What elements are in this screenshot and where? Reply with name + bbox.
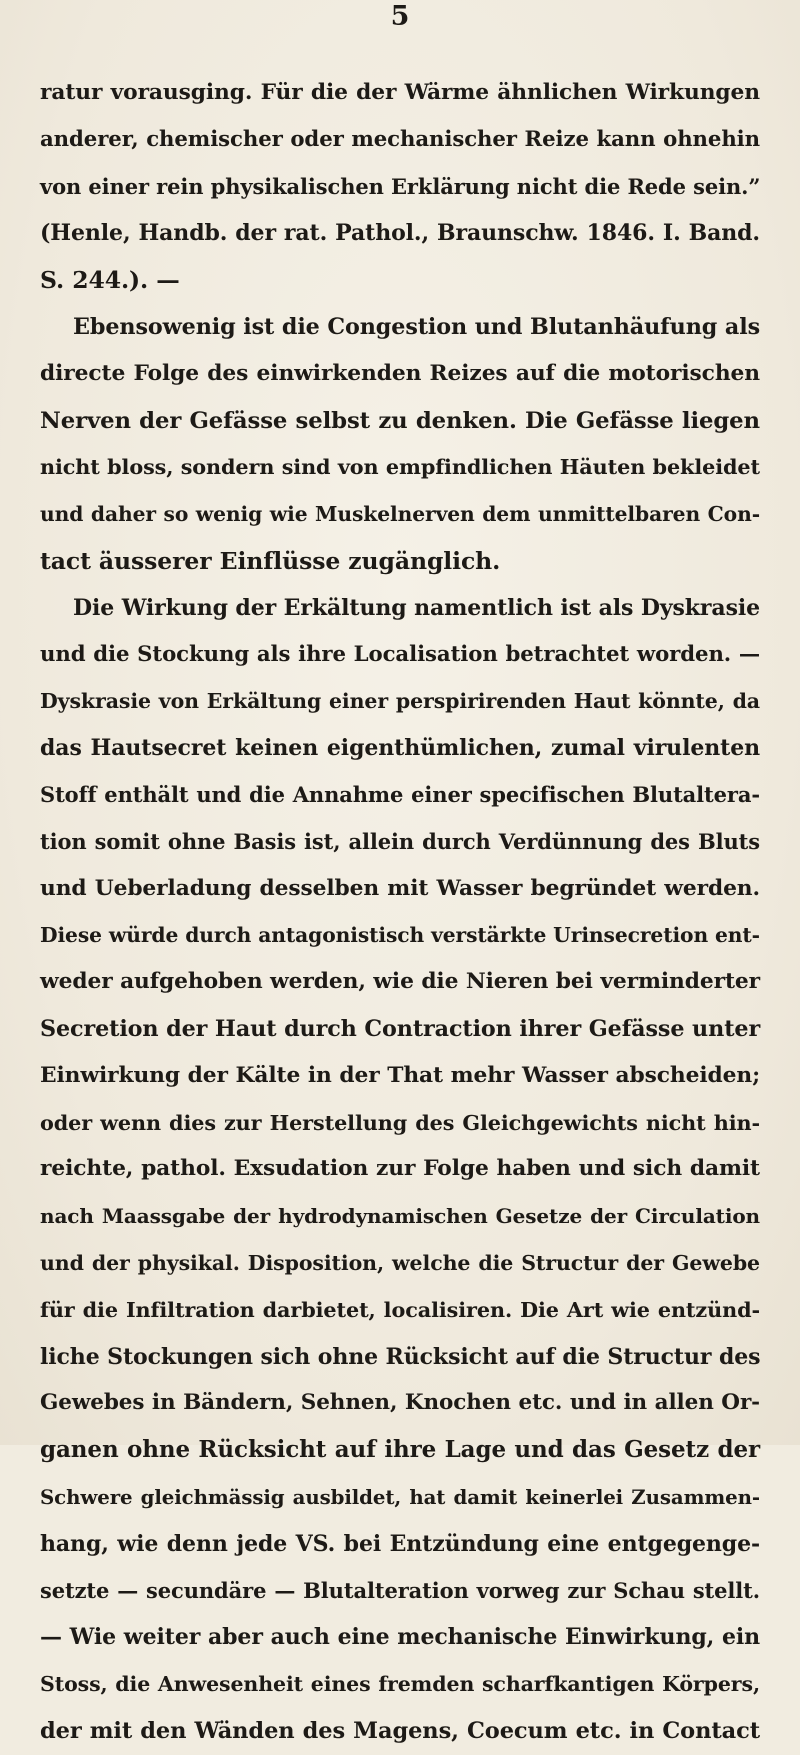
text-line: setzte — secundäre — Blutalteration vorweg zur Schau stellt. xyxy=(40,1577,760,1603)
text-line: directe Folge des einwirkenden Reizes auf die motorischen xyxy=(40,360,760,386)
text-line: anderer, chemischer oder mechanischer Reize kann ohnehin xyxy=(40,126,760,152)
text-line: — Wie weiter aber auch eine mechanische Einwirkung, ein xyxy=(40,1624,760,1651)
text-line: tion somit ohne Basis ist, allein durch Verdünnung des Bluts xyxy=(40,828,760,854)
text-line: Stoss, die Anwesenheit eines fremden scharfkantigen Körpers, xyxy=(40,1672,760,1697)
text-line: und daher so wenig wie Muskelnerven dem unmittelbaren Con- xyxy=(40,502,760,527)
text-line: Schwere gleichmässig ausbildet, hat damit keinerlei Zusammen- xyxy=(40,1484,760,1509)
text-line: von einer rein physikalischen Erklärung nicht die Rede sein.” xyxy=(40,173,761,199)
text-line: nicht bloss, sondern sind von empfindlichen Häuten bekleidet xyxy=(40,455,760,480)
text-line: nach Maassgabe der hydrodynamischen Gesetze der Circulation xyxy=(40,1204,760,1229)
text-line: Diese würde durch antagonistisch verstärkte Urinsecretion ent- xyxy=(40,923,760,948)
text-line: Die Wirkung der Erkältung namentlich ist als Dyskrasie xyxy=(73,594,761,621)
text-line: der mit den Wänden des Magens, Coecum etc. in Contact xyxy=(40,1717,760,1744)
text-line: ganen ohne Rücksicht auf ihre Lage und das Gesetz der xyxy=(40,1436,760,1464)
text-line: Secretion der Haut durch Contraction ihrer Gefässe unter xyxy=(40,1015,761,1042)
text-line: für die Infiltration darbietet, localisiren. Die Art wie entzünd- xyxy=(40,1297,760,1322)
body-text xyxy=(40,70,760,1755)
text-line: oder wenn dies zur Herstellung des Gleichgewichts nicht hin- xyxy=(40,1110,760,1135)
text-line: tact äusserer Einflüsse zugänglich. xyxy=(40,546,501,575)
text-line: das Hautsecret keinen eigenthümlichen, zumal virulenten xyxy=(40,735,760,762)
text-line: reichte, pathol. Exsudation zur Folge haben und sich damit xyxy=(40,1156,760,1182)
text-line: S. 244.). — xyxy=(40,266,180,295)
text-line: und Ueberladung desselben mit Wasser begründet werden. xyxy=(40,875,760,901)
page-number: 5 xyxy=(390,1,410,32)
text-line: Stoff enthält und die Annahme einer specifischen Blutaltera- xyxy=(40,781,760,807)
text-line: und der physikal. Disposition, welche die Structur der Gewebe xyxy=(40,1250,760,1275)
text-line: Nerven der Gefässe selbst zu denken. Die Gefässe liegen xyxy=(40,407,760,434)
text-line: ratur vorausging. Für die der Wärme ähnlichen Wirkungen xyxy=(40,80,760,105)
text-line: liche Stockungen sich ohne Rücksicht auf die Structur des xyxy=(40,1343,761,1370)
text-line: Gewebes in Bändern, Sehnen, Knochen etc. und in allen Or- xyxy=(40,1390,760,1416)
text-line: hang, wie denn jede VS. bei Entzündung eine entgegenge- xyxy=(40,1530,760,1557)
text-line: Ebensowenig ist die Congestion und Blutanhäufung als xyxy=(73,313,760,340)
text-line: Dyskrasie von Erkältung einer perspirirenden Haut könnte, da xyxy=(40,689,760,714)
text-line: Einwirkung der Kälte in der That mehr Wasser abscheiden; xyxy=(40,1062,760,1088)
text-line: weder aufgehoben werden, wie die Nieren bei verminderter xyxy=(40,969,760,995)
text-line: (Henle, Handb. der rat. Pathol., Braunschw. 1846. I. Band. xyxy=(40,220,760,247)
text-line: und die Stockung als ihre Localisation betrachtet worden. — xyxy=(40,641,760,667)
